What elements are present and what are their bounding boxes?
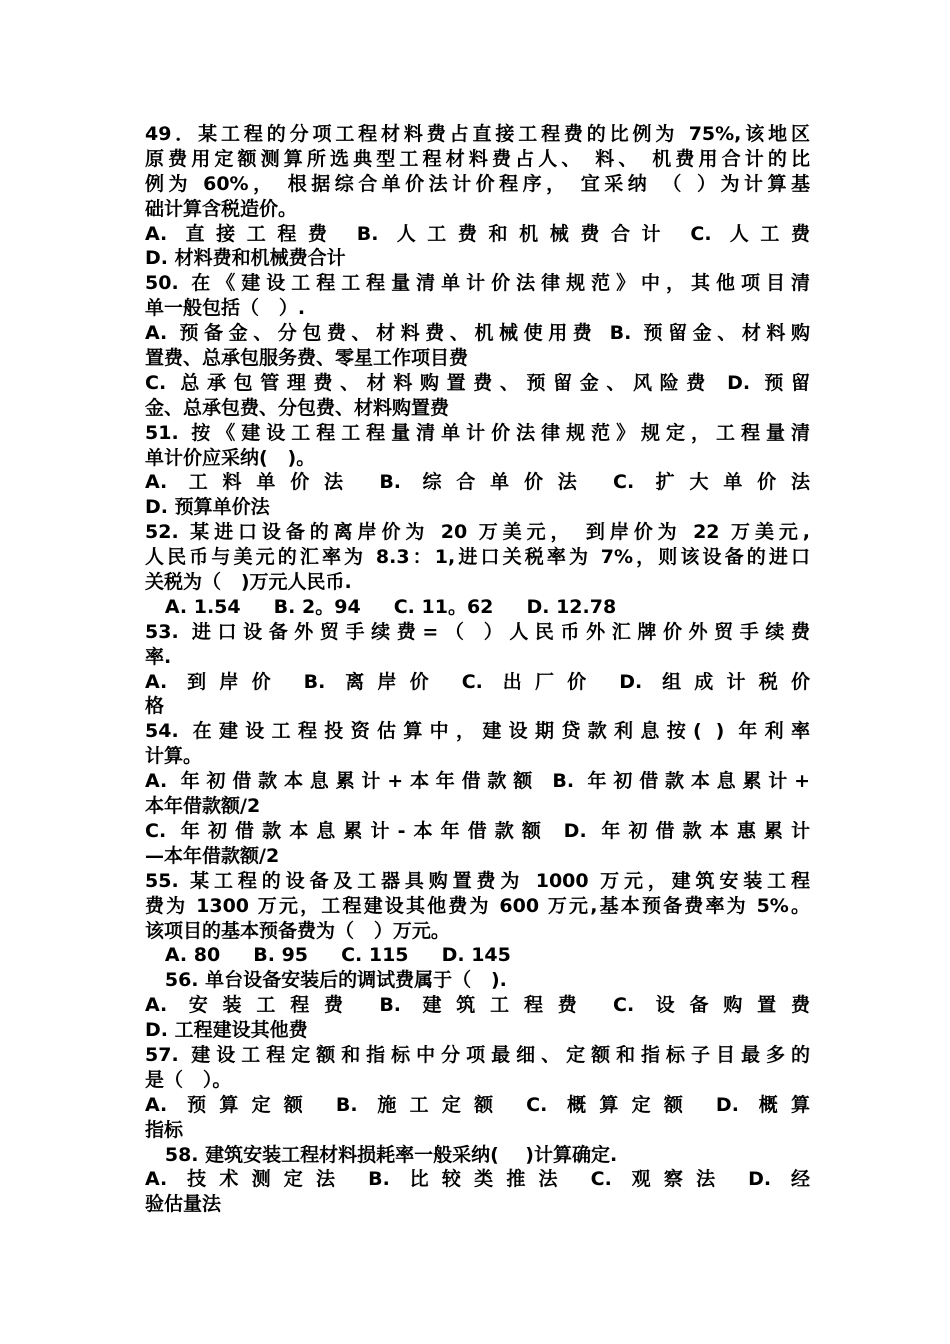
text-line: 58. 建筑安装工程材料损耗率一般采纳( )计算确定. bbox=[145, 1143, 618, 1166]
text-line: 单一般包括（ ）. bbox=[145, 297, 306, 320]
text-line: 原费用定额测算所选典型工程材料费占人、 料、 机费用合计的比 bbox=[145, 147, 810, 170]
text-line: 指标 bbox=[145, 1118, 184, 1141]
text-line: 51. 按《建设工程工程量清单计价法律规范》规定，工程量清 bbox=[145, 421, 810, 444]
text-line: 是（ ）。 bbox=[145, 1068, 232, 1091]
text-line: 该项目的基本预备费为（ ）万元。 bbox=[145, 919, 450, 942]
text-line: A. 预备金、分包费、材料费、机械使用费 B. 预留金、材料购 bbox=[145, 322, 810, 345]
text-line: 53. 进口设备外贸手续费=（ ）人民币外汇牌价外贸手续费 bbox=[145, 620, 810, 643]
text-line: 例为 60%， 根据综合单价法计价程序， 宜采纳 （ ）为计算基 bbox=[145, 172, 810, 195]
text-line: A. 工料单价法 B. 综合单价法 C. 扩大单价法 bbox=[145, 471, 810, 494]
text-line: 57. 建设工程定额和指标中分项最细、定额和指标子目最多的 bbox=[145, 1043, 810, 1066]
text-line: 56. 单台设备安装后的调试费属于（ ). bbox=[145, 969, 507, 992]
text-line: A. 1.54 B. 2。94 C. 11。62 D. 12.78 bbox=[145, 595, 617, 618]
text-line: A. 直接工程费 B. 人工费和机械费合计 C. 人工费 bbox=[145, 222, 810, 245]
text-line: A. 年初借款本息累计+本年借款额 B. 年初借款本息累计+ bbox=[145, 770, 810, 793]
document-body bbox=[145, 122, 810, 1217]
text-line: 单计价应采纳( )。 bbox=[145, 446, 316, 469]
text-line: 55. 某工程的设备及工器具购置费为 1000 万元，建筑安装工程 bbox=[145, 869, 810, 892]
text-line: 50. 在《建设工程工程量清单计价法律规范》中，其他项目清 bbox=[145, 272, 810, 295]
text-line: 54. 在建设工程投资估算中，建设期贷款利息按( ) 年利率 bbox=[145, 720, 810, 743]
text-line: 础计算含税造价。 bbox=[145, 197, 298, 220]
text-line: A. 安装工程费 B. 建筑工程费 C. 设备购置费 bbox=[145, 994, 810, 1017]
text-line: D. 预算单价法 bbox=[145, 496, 270, 519]
text-line: —本年借款额/2 bbox=[145, 844, 280, 867]
text-line: A. 80 B. 95 C. 115 D. 145 bbox=[145, 944, 511, 967]
text-line: 52. 某进口设备的离岸价为 20 万美元， 到岸价为 22 万美元, bbox=[145, 521, 810, 544]
text-line: 计算。 bbox=[145, 745, 203, 768]
text-line: 格 bbox=[145, 695, 165, 718]
text-line: C. 总承包管理费、材料购置费、预留金、风险费 D. 预留 bbox=[145, 371, 810, 394]
text-line: 率. bbox=[145, 645, 172, 668]
text-line: 49．某工程的分项工程材料费占直接工程费的比例为 75%,该地区 bbox=[145, 123, 810, 145]
text-line: D. 工程建设其他费 bbox=[145, 1019, 308, 1042]
text-line: 置费、总承包服务费、零星工作项目费 bbox=[145, 347, 469, 370]
text-line: A. 技术测定法 B. 比较类推法 C. 观察法 D. 经 bbox=[145, 1168, 810, 1191]
text-line: 金、总承包费、分包费、材料购置费 bbox=[145, 396, 450, 419]
text-line: A. 预算定额 B. 施工定额 C. 概算定额 D. 概算 bbox=[145, 1093, 810, 1116]
text-line: 人民币与美元的汇率为 8.3：1,进口关税率为 7%，则该设备的进口 bbox=[145, 546, 810, 569]
text-line: 关税为（ )万元人民币. bbox=[145, 571, 352, 594]
text-line: D. 材料费和机械费合计 bbox=[145, 247, 346, 270]
text-line: 费为 1300 万元，工程建设其他费为 600 万元,基本预备费率为 5%。 bbox=[145, 894, 810, 917]
text-line: 验估量法 bbox=[145, 1193, 222, 1216]
text-line: A. 到岸价 B. 离岸价 C. 出厂价 D. 组成计税价 bbox=[145, 670, 810, 693]
text-line: C. 年初借款本息累计-本年借款额 D. 年初借款本惠累计 bbox=[145, 819, 810, 842]
text-line: 本年借款额/2 bbox=[145, 795, 261, 818]
